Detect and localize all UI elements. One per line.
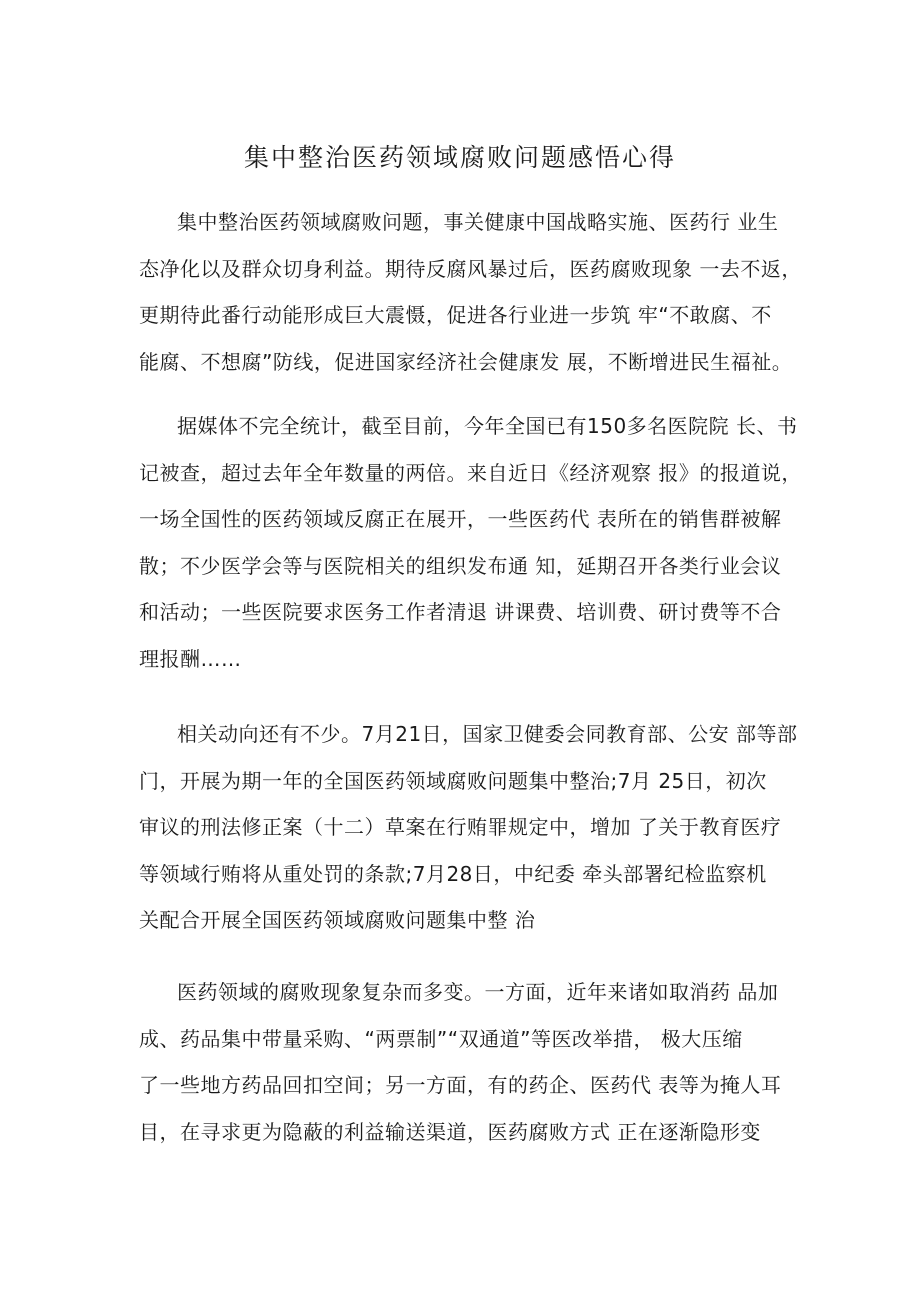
paragraph-3 xyxy=(139,717,798,938)
paragraph-4 xyxy=(139,975,782,1150)
paragraph-line: 散；不少医学会等与医院相关的组织发布通 知，延期召开各类行业会议 xyxy=(139,553,782,578)
paragraph-line: 据媒体不完全统计，截至目前，今年全国已有150多名医院院 长、书 xyxy=(177,414,798,438)
paragraph-line: 理报酬…… xyxy=(139,646,242,671)
document-title: 集中整治医药领域腐败问题感悟心得 xyxy=(243,143,676,172)
paragraph-line: 关配合开展全国医药领域腐败问题集中整 治 xyxy=(139,908,536,933)
paragraph-line: 相关动向还有不少。7月21日，国家卫健委会同教育部、公安 部等部 xyxy=(177,722,798,746)
paragraph-line: 和活动；一些医院要求医务工作者清退 讲课费、培训费、研讨费等不合 xyxy=(139,600,782,625)
paragraph-line: 集中整治医药领域腐败问题，事关健康中国战略实施、医药行 业生 xyxy=(177,210,779,234)
paragraph-2 xyxy=(139,409,802,677)
paragraph-line: 等领域行贿将从重处罚的条款;7月28日，中纪委 牵头部署纪检监察机 xyxy=(139,861,767,886)
paragraph-line: 成、药品集中带量采购、“两票制”“双通道”等医改举措， 极大压缩 xyxy=(139,1026,743,1051)
paragraph-line: 一场全国性的医药领域反腐正在展开，一些医药代 表所在的销售群被解 xyxy=(139,507,782,532)
paragraph-line: 医药领域的腐败现象复杂而多变。一方面，近年来诸如取消药 品加 xyxy=(177,980,779,1004)
paragraph-line: 记被查，超过去年全年数量的两倍。来自近日《经济观察 报》的报道说， xyxy=(139,460,802,485)
paragraph-line: 目，在寻求更为隐蔽的利益输送渠道，医药腐败方式 正在逐渐隐形变 xyxy=(139,1119,761,1144)
paragraph-line: 审议的刑法修正案（十二）草案在行贿罪规定中，增加 了关于教育医疗 xyxy=(139,815,782,840)
paragraph-line: 门，开展为期一年的全国医药领域腐败问题集中整治;7月 25日，初次 xyxy=(139,768,767,793)
paragraph-line: 能腐、不想腐”防线，促进国家经济社会健康发 展，不断增进民生福祉。 xyxy=(139,349,793,374)
paragraph-1 xyxy=(139,205,802,380)
paragraph-line: 更期待此番行动能形成巨大震慑，促进各行业进一步筑 牢“不敢腐、不 xyxy=(139,303,772,328)
paragraph-line: 态净化以及群众切身利益。期待反腐风暴过后，医药腐败现象 一去不返， xyxy=(139,256,802,281)
paragraph-line: 了一些地方药品回扣空间；另一方面，有的药企、医药代 表等为掩人耳 xyxy=(139,1073,782,1098)
